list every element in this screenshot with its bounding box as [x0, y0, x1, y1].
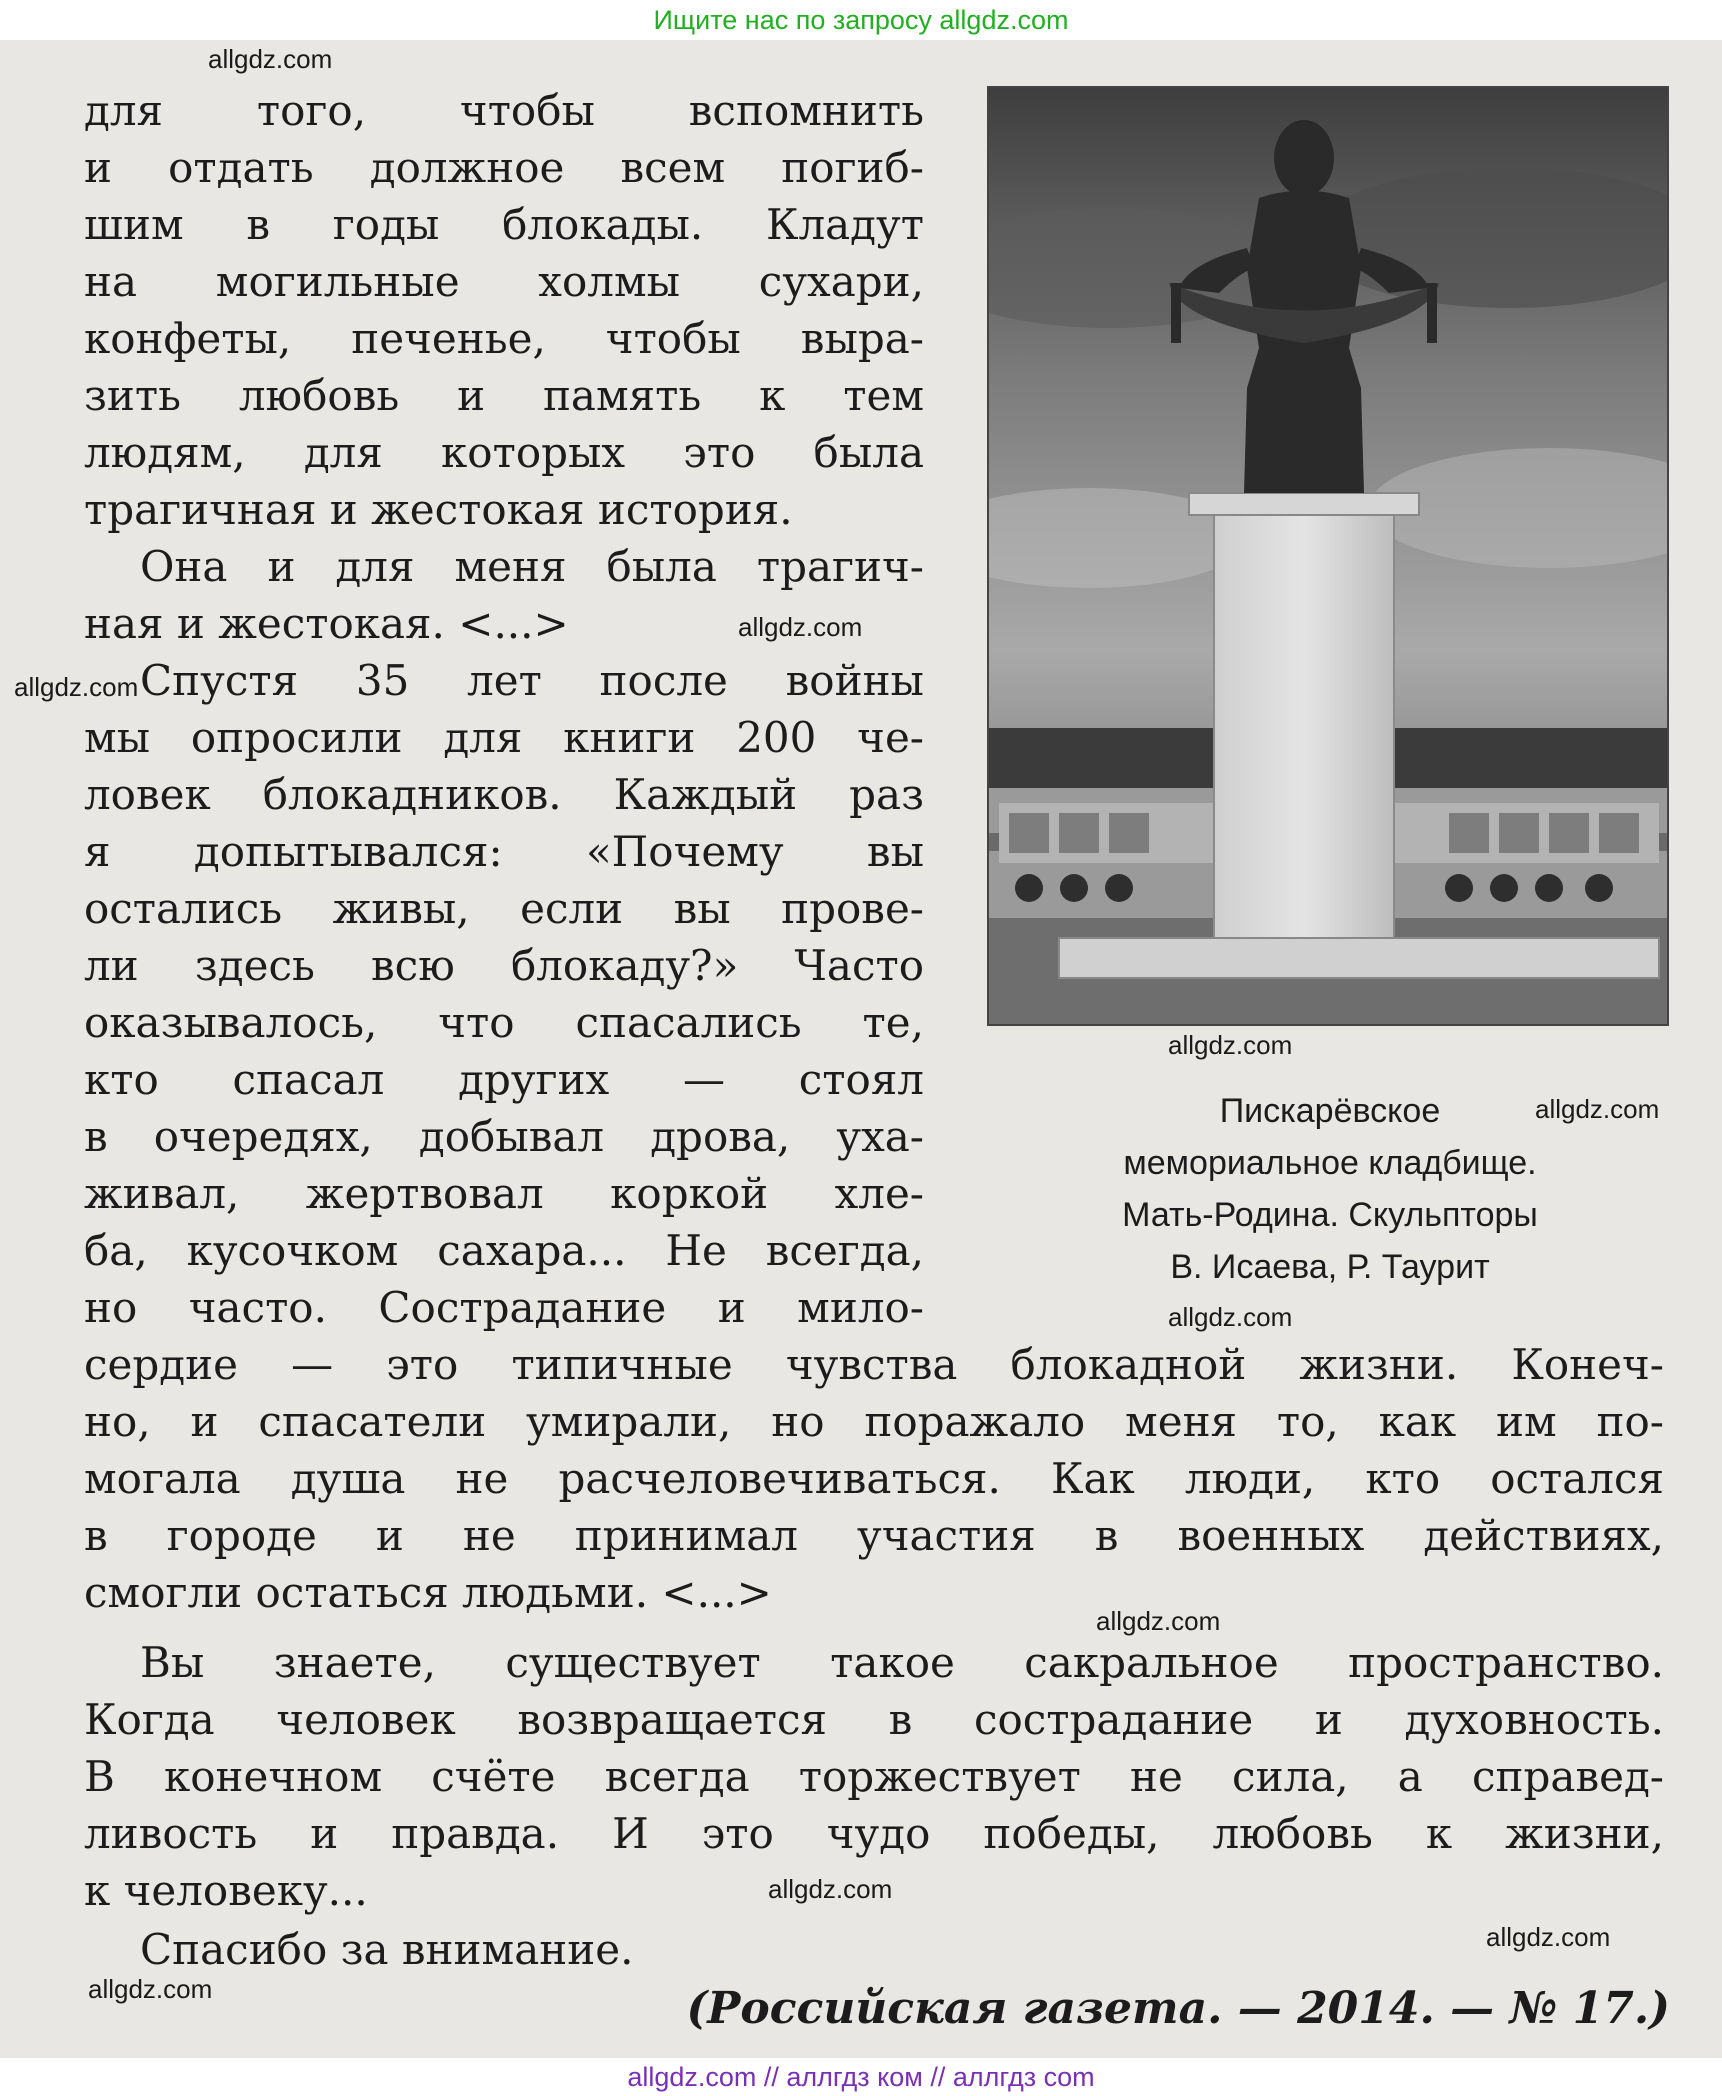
watermark-link[interactable]: allgdz.com: [1168, 1302, 1293, 1332]
text-line: но часто. Сострадание и мило-: [84, 1283, 924, 1332]
text-line: в очередях, добывал дрова, уха-: [84, 1112, 924, 1161]
watermark-link[interactable]: allgdz.com: [208, 44, 333, 74]
watermark-link[interactable]: allgdz.com: [14, 672, 139, 702]
text-line: сердие — это типичные чувства блокадной жизни. Конеч-: [84, 1340, 1664, 1389]
text-line: живал, жертвовал коркой хле-: [84, 1169, 924, 1218]
text-line: остались живы, если вы прове-: [84, 884, 924, 933]
text-line: В конечном счёте всегда торжествует не сила, а справед-: [84, 1752, 1664, 1801]
text-line: мы опросили для книги 200 че-: [84, 713, 924, 762]
text-line: кто спасал других — стоял: [84, 1055, 924, 1104]
watermark-link[interactable]: allgdz.com: [1486, 1922, 1611, 1952]
text-line: ная и жестокая. <...>: [84, 599, 569, 648]
text-line: конфеты, печенье, чтобы выра-: [84, 314, 924, 363]
bottom-banner[interactable]: allgdz.com // аллгдз ком // аллгдз com: [0, 2058, 1722, 2096]
text-line: могала душа не расчеловечиваться. Как люди, кто остался: [84, 1454, 1664, 1503]
text-line: ловек блокадников. Каждый раз: [84, 770, 924, 819]
text-line: и отдать должное всем погиб-: [84, 143, 924, 192]
text-line: для того, чтобы вспомнить: [84, 86, 924, 135]
text-line: ливость и правда. И это чудо победы, любовь к жизни,: [84, 1809, 1664, 1858]
photo-caption-line: Пискарёвское: [1219, 1092, 1441, 1130]
text-line: ба, кусочком сахара... Не всегда,: [84, 1226, 924, 1275]
source-citation: (Российская газета. — 2014. — № 17.): [686, 1983, 1670, 2034]
text-line: смогли остаться людьми. <...>: [84, 1568, 772, 1617]
text-line: оказывалось, что спасались те,: [84, 998, 924, 1047]
closing-line: Спасибо за внимание.: [140, 1925, 634, 1974]
text-line: людям, для которых это была: [84, 428, 924, 477]
text-line: ли здесь всю блокаду?» Часто: [84, 941, 924, 990]
photo-caption-line: В. Исаева, Р. Таурит: [1170, 1248, 1490, 1286]
text-line: Спустя 35 лет после войны: [140, 656, 924, 705]
watermark-link[interactable]: allgdz.com: [1168, 1030, 1293, 1060]
text-line: Вы знаете, существует такое сакральное пространство.: [140, 1638, 1664, 1687]
text-line: Когда человек возвращается в сострадание и духовность.: [84, 1695, 1664, 1744]
text-line: трагичная и жестокая история.: [84, 485, 793, 534]
watermark-link[interactable]: allgdz.com: [88, 1974, 213, 2004]
watermark-link[interactable]: allgdz.com: [1096, 1606, 1221, 1636]
memorial-statue-photo-icon: [989, 88, 1667, 1024]
memorial-photo: [987, 86, 1669, 1026]
watermark-link[interactable]: allgdz.com: [1535, 1094, 1660, 1124]
text-line: на могильные холмы сухари,: [84, 257, 924, 306]
text-line: к человеку...: [84, 1866, 368, 1915]
photo-caption-line: Мать-Родина. Скульпторы: [1122, 1196, 1538, 1234]
text-line: я допытывался: «Почему вы: [84, 827, 924, 876]
photo-caption-line: мемориальное кладбище.: [1123, 1144, 1537, 1182]
top-banner[interactable]: Ищите нас по запросу allgdz.com: [0, 0, 1722, 40]
watermark-link[interactable]: allgdz.com: [768, 1874, 893, 1904]
text-line: зить любовь и память к тем: [84, 371, 924, 420]
text-line: Она и для меня была трагич-: [140, 542, 924, 591]
text-line: но, и спасатели умирали, но поражало меня то, как им по-: [84, 1397, 1664, 1446]
watermark-link[interactable]: allgdz.com: [738, 612, 863, 642]
text-line: в городе и не принимал участия в военных действиях,: [84, 1511, 1664, 1560]
text-line: шим в годы блокады. Кладут: [84, 200, 924, 249]
